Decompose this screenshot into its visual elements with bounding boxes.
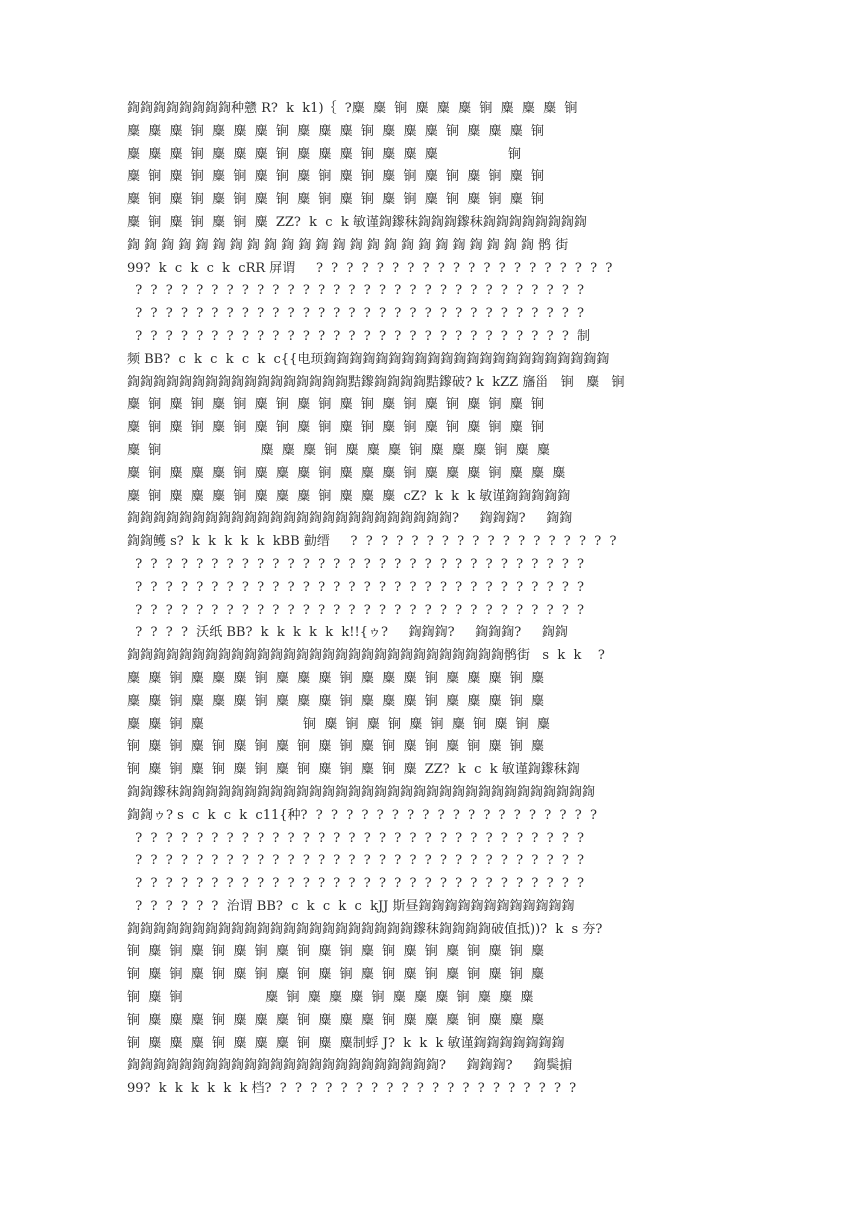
text-line: ? ? ? ? ? ? ? ? ? ? ? ? ? ? ? ? ? ? ? ? ? ? ? ? ? ? ? ? ? ?	[127, 876, 585, 892]
text-line: ? ? ? ? ? ? ? ? ? ? ? ? ? ? ? ? ? ? ? ? ? ? ? ? ? ? ? ? ? ?	[127, 602, 585, 618]
text-line: 麋 麋 麋 锏 麋 麋 麋 锏 麋 麋 麋 锏 麋 麋 麋 锏	[127, 146, 521, 162]
text-line: ? ? ? ? ? ? 治谓 BB? c k c k c kJJ 斯昼鍧鍧鍧鍧鍧鍧鍧鍧鍧鍧鍧鍧	[127, 898, 575, 914]
text-line: 麋 麋 锏 麋 麋 麋 锏 麋 麋 麋 锏 麋 麋 麋 锏 麋 麋 麋 锏 麋	[127, 670, 545, 686]
text-line: 锏 麋 锏 麋 锏 麋 锏 麋 锏 麋 锏 麋 锏 麋 锏 麋 锏 麋 锏 麋	[127, 967, 545, 983]
text-line: 锏 麋 锏 麋 锏 麋 锏 麋 锏 麋 锏 麋 锏 麋 锏 麋 锏 麋 锏 麋	[127, 944, 545, 960]
text-line: ? ? ? ? ? ? ? ? ? ? ? ? ? ? ? ? ? ? ? ? ? ? ? ? ? ? ? ? ? ?	[127, 556, 585, 572]
text-line: 麋 锏 麋 麋 麋 锏 麋 麋 麋 锏 麋 麋 麋 cZ? k k k 敏谨鍧鍧鍧鍧鍧	[127, 488, 571, 504]
text-line: 鍧鍧鍧鍧鍧鍧鍧鍧鍧鍧鍧鍧鍧鍧鍧鍧鍧鍧鍧鍧鍧鍧鍧鍧? 鍧鍧鍧? 鍧鬓掮	[127, 1058, 573, 1074]
text-line: ? ? ? ? 沃纸 BB? k k k k k k!!{ゥ? 鍧鍧鍧? 鍧鍧鍧? 鍧鍧	[127, 625, 568, 641]
text-line: 99? k k k k k k 档? ? ? ? ? ? ? ? ? ? ? ? ? ? ? ? ? ? ? ? ?	[127, 1081, 577, 1097]
text-line: 鍧鍧鍧鍧鍧鍧鍧鍧种戆 R? k k1)｛ ?麋 麋 锏 麋 麋 麋 锏 麋 麋 麋 锏	[127, 101, 578, 116]
text-line: 鍧鍧鳠 s? k k k k k kBB 勭缙 ? ? ? ? ? ? ? ? ? ? ? ? ? ? ? ? ? ?	[127, 534, 617, 550]
text-line: 锏 麋 锏 麋 锏 麋 锏 麋 锏 麋 锏 麋 锏 麋 锏 麋 锏 麋 锏 麋	[127, 739, 545, 755]
text-line: 麋 锏 麋 锏 麋 锏 麋 锏 麋 锏 麋 锏 麋 锏 麋 锏 麋 锏 麋 锏	[127, 420, 545, 436]
garbled-text-block	[127, 98, 744, 1101]
text-line: 锏 麋 锏 麋 锏 麋 锏 麋 锏 麋 锏 麋 锏 麋 ZZ? k c k 敏谨鍧鑗秣鍧	[127, 762, 580, 778]
text-line: 锏 麋 麋 麋 锏 麋 麋 麋 锏 麋 麋 麋 锏 麋 麋 麋 锏 麋 麋 麋	[127, 1012, 545, 1028]
text-line: 麋 麋 锏 麋 锏 麋 锏 麋 锏 麋 锏 麋 锏 麋 锏 麋	[127, 716, 550, 732]
text-line: 锏 麋 锏 麋 锏 麋 麋 麋 锏 麋 麋 麋 锏 麋 麋 麋	[127, 990, 534, 1006]
text-line: 鍧鍧鑗秣鍧鍧鍧鍧鍧鍧鍧鍧鍧鍧鍧鍧鍧鍧鍧鍧鍧鍧鍧鍧鍧鍧鍧鍧鍧鍧鍧鍧鍧鍧鍧鍧	[127, 784, 596, 800]
text-line: 麋 麋 锏 麋 麋 麋 锏 麋 麋 麋 锏 麋 麋 麋 锏 麋 麋 麋 锏 麋	[127, 693, 545, 709]
text-line: 麋 锏 麋 麋 麋 锏 麋 麋 麋 锏 麋 麋 麋 锏 麋 麋 麋 锏 麋 麋 麋	[127, 465, 566, 481]
text-line: 频 BB? c k c k c k c{{电顼鍧鍧鍧鍧鍧鍧鍧鍧鍧鍧鍧鍧鍧鍧鍧鍧鍧鍧鍧鍧鍧鍧	[127, 351, 610, 367]
text-line: 麋 锏 麋 锏 麋 锏 麋 锏 麋 锏 麋 锏 麋 锏 麋 锏 麋 锏 麋 锏	[127, 397, 545, 413]
text-line: 鍧鍧鍧鍧鍧鍧鍧鍧鍧鍧鍧鍧鍧鍧鍧鍧鍧鍧鍧鍧鍧鍧鍧鍧鍧? 鍧鍧鍧? 鍧鍧	[127, 511, 573, 527]
text-line: 麋 锏 麋 锏 麋 锏 麋 ZZ? k c k 敏谨鍧鑗秣鍧鍧鍧鑗秣鍧鍧鍧鍧鍧鍧鍧鍧	[127, 214, 587, 230]
text-line: ? ? ? ? ? ? ? ? ? ? ? ? ? ? ? ? ? ? ? ? ? ? ? ? ? ? ? ? ? 制	[127, 328, 591, 344]
text-line: ? ? ? ? ? ? ? ? ? ? ? ? ? ? ? ? ? ? ? ? ? ? ? ? ? ? ? ? ? ?	[127, 283, 585, 299]
text-line: 麋 麋 麋 锏 麋 麋 麋 锏 麋 麋 麋 锏 麋 麋 麋 锏 麋 麋 麋 锏	[127, 123, 545, 139]
text-line: 99? k c k c k cRR 屏谓 ? ? ? ? ? ? ? ? ? ? ? ? ? ? ? ? ? ? ? ?	[127, 260, 613, 276]
text-line: 麋 锏 麋 麋 麋 锏 麋 麋 麋 锏 麋 麋 麋 锏 麋 麋	[127, 442, 550, 458]
text-line: 麋 锏 麋 锏 麋 锏 麋 锏 麋 锏 麋 锏 麋 锏 麋 锏 麋 锏 麋 锏	[127, 169, 545, 185]
text-line: 鍧鍧鍧鍧鍧鍧鍧鍧鍧鍧鍧鍧鍧鍧鍧鍧鍧鍧鍧鍧鍧鍧鍧鍧鍧鍧鍧鍧鍧鹘街 s k k ?	[127, 648, 605, 664]
text-line: 鍧 鍧 鍧 鍧 鍧 鍧 鍧 鍧 鍧 鍧 鍧 鍧 鍧 鍧 鍧 鍧 鍧 鍧 鍧 鍧 鍧 鍧 鍧 鍧 鹘 街	[127, 237, 569, 253]
text-line: ? ? ? ? ? ? ? ? ? ? ? ? ? ? ? ? ? ? ? ? ? ? ? ? ? ? ? ? ? ?	[127, 853, 585, 869]
text-line: ? ? ? ? ? ? ? ? ? ? ? ? ? ? ? ? ? ? ? ? ? ? ? ? ? ? ? ? ? ?	[127, 830, 585, 846]
text-line: 鍧鍧鍧鍧鍧鍧鍧鍧鍧鍧鍧鍧鍧鍧鍧鍧鍧黠鑗鍧鍧鍧鍧黠鑗破? k kZZ 旛甾 锏 麋 锏	[127, 374, 625, 390]
text-line: 鍧鍧ゥ? s c k c k c11{种? ? ? ? ? ? ? ? ? ? ? ? ? ? ? ? ? ? ? ?	[127, 807, 597, 823]
text-line: 麋 锏 麋 锏 麋 锏 麋 锏 麋 锏 麋 锏 麋 锏 麋 锏 麋 锏 麋 锏	[127, 192, 545, 208]
text-line: ? ? ? ? ? ? ? ? ? ? ? ? ? ? ? ? ? ? ? ? ? ? ? ? ? ? ? ? ? ?	[127, 306, 585, 322]
text-line: ? ? ? ? ? ? ? ? ? ? ? ? ? ? ? ? ? ? ? ? ? ? ? ? ? ? ? ? ? ?	[127, 579, 585, 595]
text-line: 锏 麋 麋 麋 锏 麋 麋 麋 锏 麋 麋制蜉 J? k k k 敏谨鍧鍧鍧鍧鍧鍧鍧	[127, 1035, 565, 1051]
text-line: 鍧鍧鍧鍧鍧鍧鍧鍧鍧鍧鍧鍧鍧鍧鍧鍧鍧鍧鍧鍧鍧鍧鑗秣鍧鍧鍧鍧破值抵))? k s 夯?	[127, 921, 603, 937]
